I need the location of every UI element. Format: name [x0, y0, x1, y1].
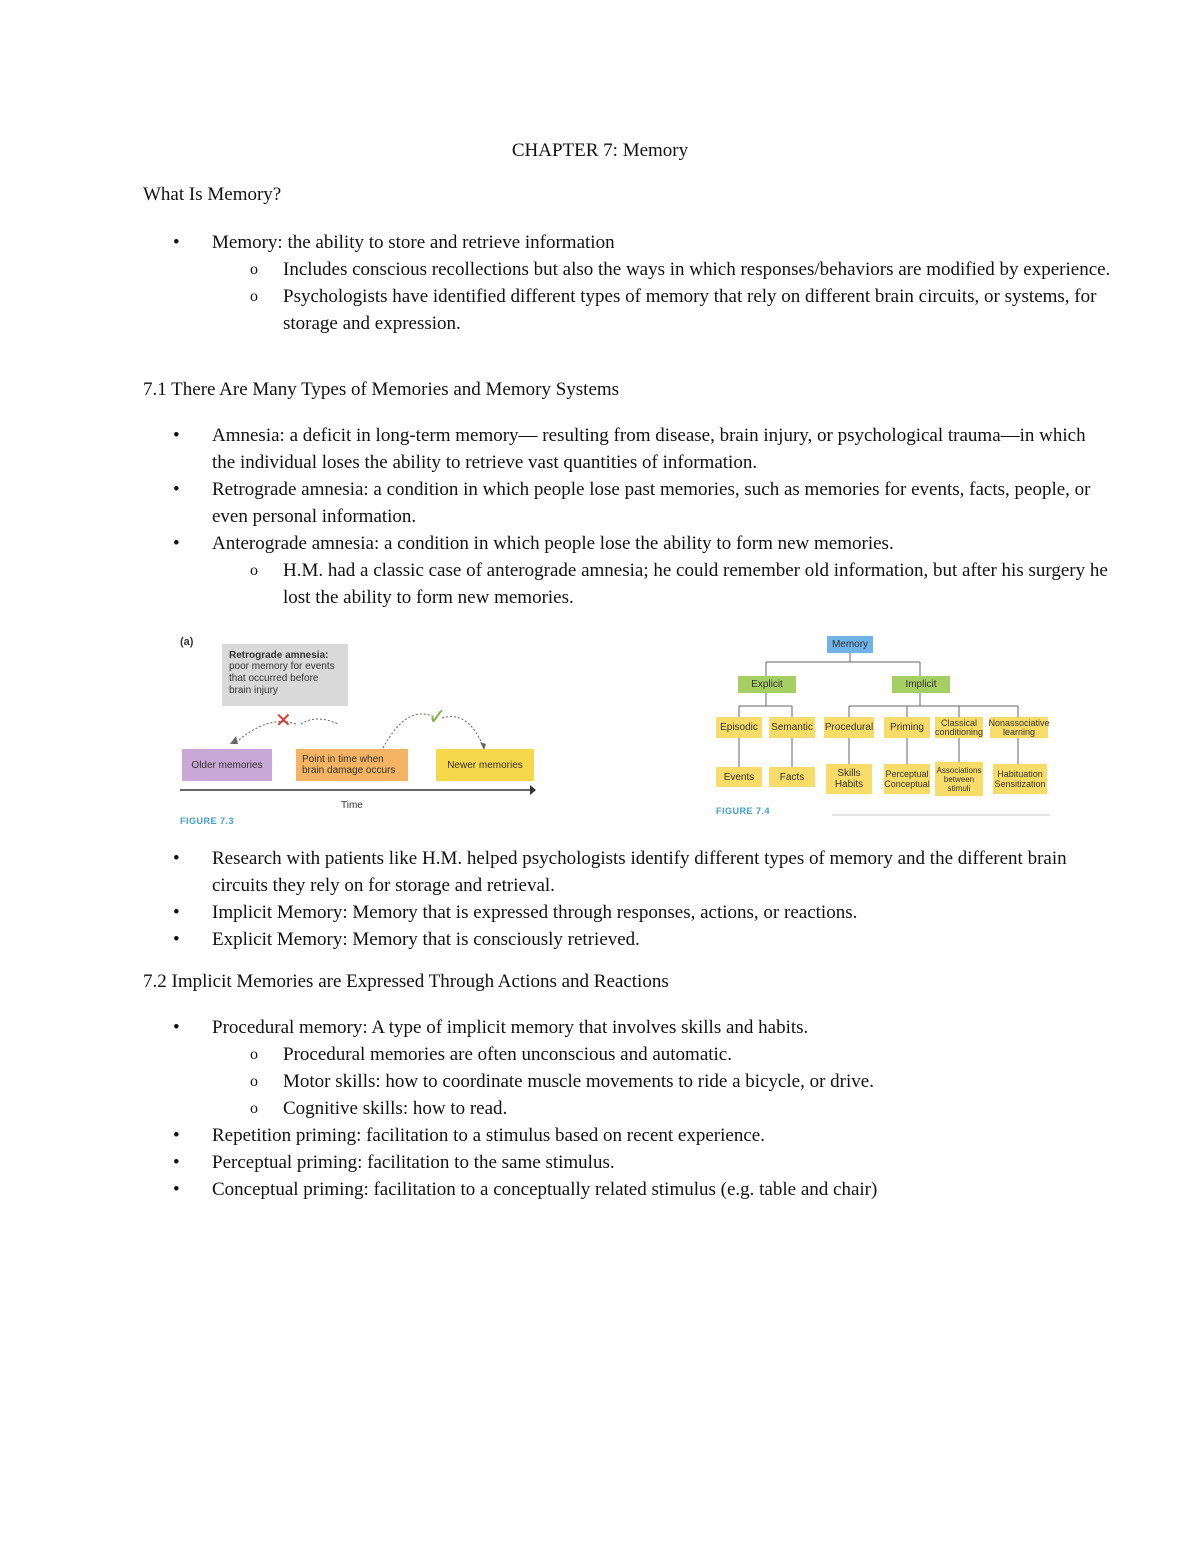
note-body: poor memory for events that occurred before brain injury	[229, 661, 335, 696]
newer-memories-box: Newer memories	[436, 749, 534, 781]
arrowhead-older	[230, 736, 238, 744]
list-item: • Repetition priming: facilitation to a stimulus based on recent experience.	[173, 1125, 765, 1146]
episodic-node: Episodic	[716, 717, 762, 738]
time-axis-arrowhead	[530, 785, 536, 795]
timeline-arrows	[178, 632, 548, 832]
list-7-1	[143, 422, 1113, 611]
priming-node: Priming	[884, 717, 930, 738]
list-item: o Psychologists have identified different types of memory that rely on different brain circuits, or systems, for storage and expression.	[250, 286, 1097, 334]
list-memory-types	[143, 845, 1092, 953]
list-item: • Research with patients like H.M. helped psychologists identify different types of memory and the different brain circuits they rely on for storage and retrieval.	[173, 848, 1067, 896]
older-memories-box: Older memories	[182, 749, 272, 781]
figure-7-4-caption: FIGURE 7.4	[716, 806, 771, 816]
associations-node: Associations between stimuli	[935, 762, 983, 796]
brain-damage-box: Point in time when brain damage occurs	[296, 749, 408, 781]
note-title: Retrograde amnesia:	[229, 650, 329, 661]
list-item: • Memory: the ability to store and retrieve information	[173, 232, 615, 253]
time-label: Time	[341, 800, 363, 811]
list-item: • Retrograde amnesia: a condition in which people lose past memories, such as memories for events, facts, people, or even personal information.	[173, 479, 1091, 527]
list-what-is-memory	[143, 229, 1113, 337]
list-item: • Anterograde amnesia: a condition in which people lose the ability to form new memories.	[173, 533, 894, 554]
implicit-node: Implicit	[892, 676, 950, 693]
arrow-to-newer	[442, 717, 483, 746]
classical-conditioning-node: Classical conditioning	[934, 717, 984, 737]
memory-node: Memory	[827, 636, 873, 653]
list-item: o Cognitive skills: how to read.	[250, 1098, 508, 1119]
list-item: • Perceptual priming: facilitation to the same stimulus.	[173, 1152, 615, 1173]
events-node: Events	[716, 767, 762, 787]
perceptual-conceptual-node: Perceptual Conceptual	[884, 764, 930, 794]
heading-what-is-memory: What Is Memory?	[143, 184, 282, 205]
arrow-from-point-left	[301, 719, 338, 724]
list-item: • Implicit Memory: Memory that is expressed through responses, actions, or reactions.	[173, 902, 858, 923]
habituation-node: Habituation Sensitization	[993, 764, 1047, 794]
facts-node: Facts	[769, 767, 815, 787]
skills-habits-node: Skills Habits	[826, 764, 872, 794]
heading-7-1: 7.1 There Are Many Types of Memories and Memory Systems	[143, 379, 620, 400]
list-item: o Includes conscious recollections but also the ways in which responses/behaviors are modified by experience.	[250, 259, 1111, 280]
procedural-node: Procedural	[824, 717, 874, 738]
list-item: • Amnesia: a deficit in long-term memory— resulting from disease, brain injury, or psychological trauma—in which the individual loses the ability to retrieve vast quantities of information.	[173, 425, 1086, 473]
page-title: CHAPTER 7: Memory	[511, 140, 689, 161]
explicit-node: Explicit	[738, 676, 796, 693]
heading-7-2: 7.2 Implicit Memories are Expressed Through Actions and Reactions	[143, 971, 669, 992]
list-7-2	[143, 1014, 1113, 1203]
list-item: o Procedural memories are often unconscious and automatic.	[250, 1044, 732, 1065]
cross-icon: ✕	[275, 710, 292, 732]
panel-label: (a)	[180, 636, 194, 648]
figure-7-4	[712, 632, 1062, 822]
figure-7-3-caption: FIGURE 7.3	[180, 816, 235, 826]
nonassociative-learning-node: Nonassociative learning	[988, 717, 1050, 737]
semantic-node: Semantic	[769, 717, 815, 738]
check-icon: ✓	[428, 704, 447, 729]
list-item: • Conceptual priming: facilitation to a conceptually related stimulus (e.g. table and chair)	[173, 1179, 878, 1200]
list-item: o H.M. had a classic case of anterograde amnesia; he could remember old information, but after his surgery he lost the ability to form new memories.	[250, 560, 1108, 608]
list-item: • Procedural memory: A type of implicit memory that involves skills and habits.	[173, 1017, 809, 1038]
list-item: • Explicit Memory: Memory that is consciously retrieved.	[173, 929, 640, 950]
list-item: o Motor skills: how to coordinate muscle movements to ride a bicycle, or drive.	[250, 1071, 874, 1092]
figure-7-3	[178, 632, 548, 832]
